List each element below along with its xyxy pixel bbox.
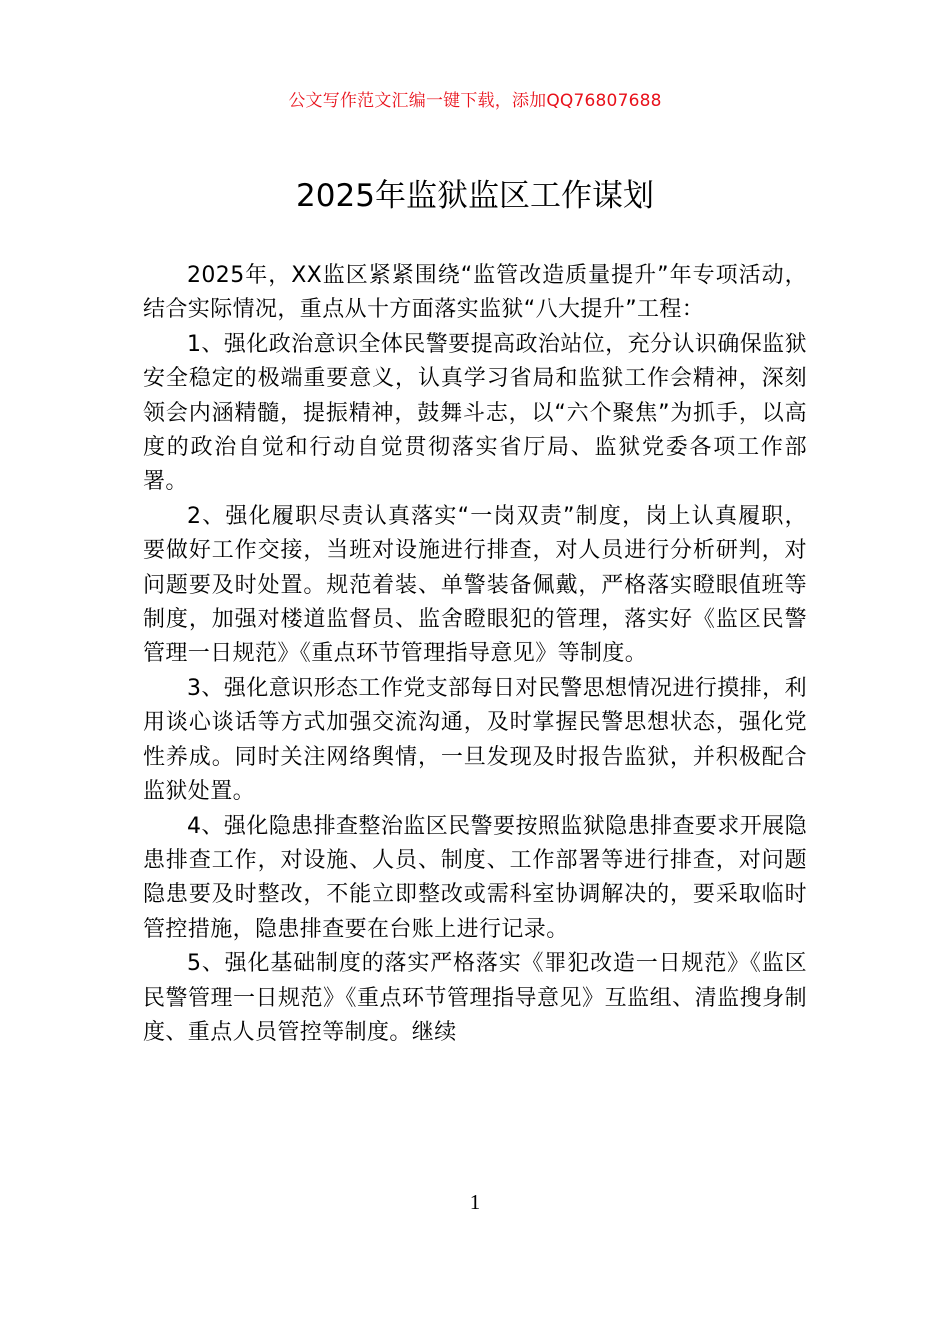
paragraph-item-5: 5、强化基础制度的落实严格落实《罪犯改造一日规范》《监区民警管理一日规范》《重点环节管理指导意见》互监组、清监搜身制度、重点人员管控等制度。继续 — [143, 951, 807, 1045]
paragraph-item-4: 4、强化隐患排查整治监区民警要按照监狱隐患排查要求开展隐患排查工作，对设施、人员、制度、工作部署等进行排查，对问题隐患要及时整改，不能立即整改或需科室协调解决的，要采取临时管控措施，隐患排查要在台账上进行记录。 — [143, 813, 807, 942]
document-body — [143, 259, 807, 1050]
header-download-note: 公文写作范文汇编一键下载，添加QQ76807688 — [288, 91, 662, 111]
paragraph-item-3: 3、强化意识形态工作党支部每日对民警思想情况进行摸排，利用谈心谈话等方式加强交流沟通，及时掌握民警思想状态，强化党性养成。同时关注网络舆情，一旦发现及时报告监狱，并积极配合监狱处置。 — [143, 675, 807, 805]
paragraph-item-1: 1、强化政治意识全体民警要提高政治站位，充分认识确保监狱安全稳定的极端重要意义，认真学习省局和监狱工作会精神，深刻领会内涵精髓，提振精神，鼓舞斗志，以“六个聚焦”为抓手，以高度的政治自觉和行动自觉贯彻落实省厅局、监狱党委各项工作部署。 — [143, 331, 807, 495]
paragraph-intro: 2025年，XX监区紧紧围绕“监管改造质量提升”年专项活动，结合实际情况，重点从十方面落实监狱“八大提升”工程： — [143, 263, 807, 323]
paragraph-item-2: 2、强化履职尽责认真落实“一岗双责”制度，岗上认真履职，要做好工作交接，当班对设施进行排查，对人员进行分析研判，对问题要及时处置。规范着装、单警装备佩戴，严格落实瞪眼值班等制度，加强对楼道监督员、监舍瞪眼犯的管理，落实好《监区民警管理一日规范》《重点环节管理指导意见》等制度。 — [143, 503, 807, 667]
page-number: 1 — [469, 1190, 481, 1214]
page-title: 2025年监狱监区工作谋划 — [296, 178, 654, 214]
